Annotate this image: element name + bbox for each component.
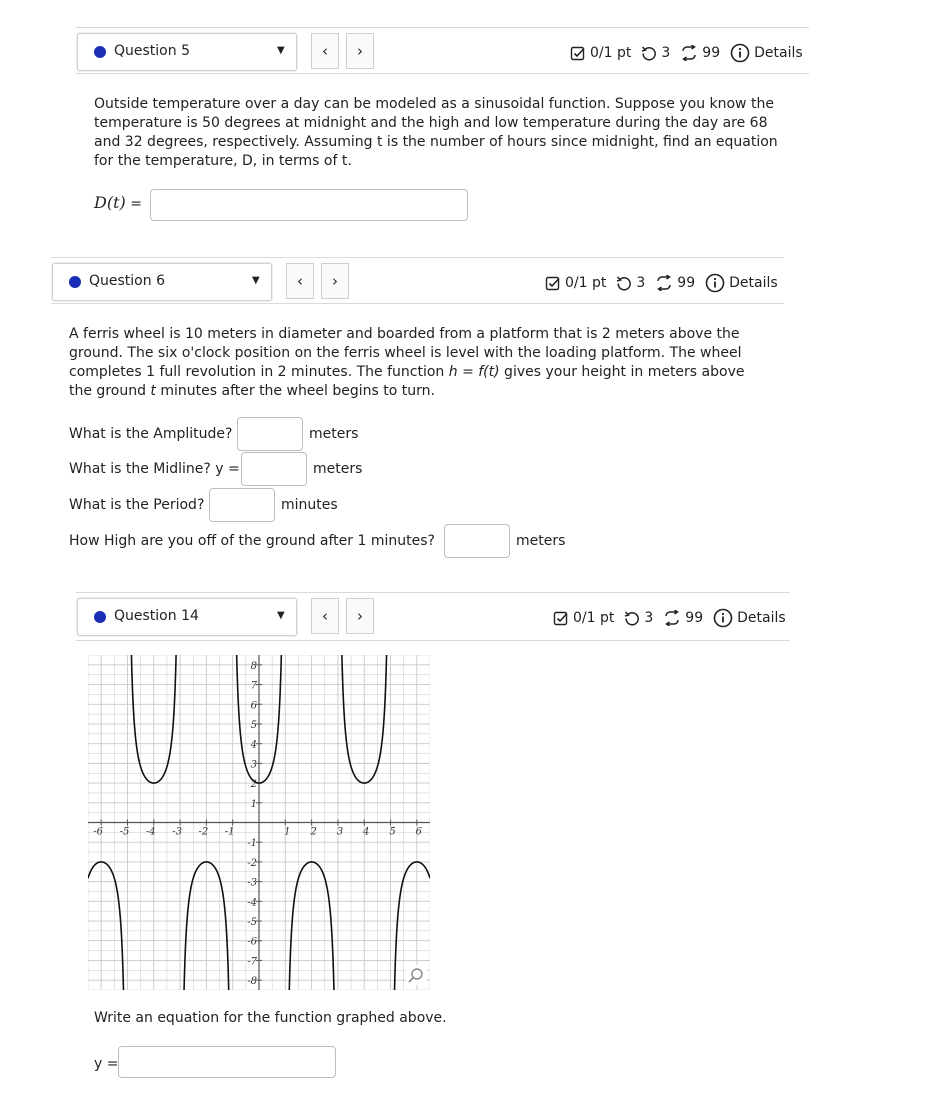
details-link[interactable]: Details bbox=[729, 275, 778, 291]
chevron-down-icon: ▼ bbox=[277, 610, 285, 621]
prev-question-button[interactable]: ‹ bbox=[311, 33, 339, 69]
retry-icon bbox=[641, 45, 657, 61]
amplitude-unit: meters bbox=[309, 426, 359, 442]
score-text: 0/1 pt bbox=[565, 275, 607, 291]
y-tick-label: 1 bbox=[250, 798, 257, 810]
y-tick-label: -4 bbox=[247, 897, 257, 909]
y-tick-label: -1 bbox=[247, 838, 257, 850]
retries-count: 3 bbox=[636, 275, 646, 291]
question-6-selector[interactable] bbox=[52, 263, 272, 301]
x-tick-label: -3 bbox=[172, 826, 182, 838]
y-tick-label: -6 bbox=[247, 936, 257, 948]
question-label: Question 5 bbox=[114, 43, 190, 59]
x-tick-label: 4 bbox=[363, 826, 370, 838]
axes bbox=[88, 655, 430, 990]
question-meta bbox=[553, 608, 786, 628]
period-unit: minutes bbox=[281, 497, 338, 513]
y-tick-label: 5 bbox=[250, 719, 257, 731]
y-tick-label: -2 bbox=[247, 857, 257, 869]
y-tick-label: 8 bbox=[250, 660, 257, 672]
prev-question-button[interactable]: ‹ bbox=[286, 263, 314, 299]
x-tick-label: -1 bbox=[224, 826, 235, 838]
question-5-selector[interactable] bbox=[77, 33, 297, 71]
height-input[interactable] bbox=[444, 524, 510, 558]
d-of-t-input[interactable] bbox=[150, 189, 468, 221]
attempts-count: 99 bbox=[677, 275, 696, 291]
status-dot bbox=[94, 46, 106, 58]
y-tick-label: 7 bbox=[250, 680, 257, 692]
y-tick-label: -5 bbox=[247, 917, 257, 929]
question-14-prompt: Write an equation for the function graphed above. bbox=[94, 1010, 447, 1026]
question-meta bbox=[545, 273, 778, 293]
checkbox-icon bbox=[553, 610, 569, 626]
next-question-button[interactable]: › bbox=[346, 598, 374, 634]
checkbox-icon bbox=[545, 275, 561, 291]
details-link[interactable]: Details bbox=[737, 610, 786, 626]
info-icon[interactable] bbox=[713, 608, 733, 628]
y-tick-label: 3 bbox=[250, 759, 257, 771]
attempts-count: 99 bbox=[702, 45, 721, 61]
question-label: Question 6 bbox=[89, 273, 165, 289]
x-tick-label: -4 bbox=[145, 826, 156, 838]
retry-icon bbox=[616, 275, 632, 291]
y-tick-label: 6 bbox=[250, 700, 257, 712]
amplitude-input[interactable] bbox=[237, 417, 303, 451]
period-input[interactable] bbox=[209, 488, 275, 522]
checkbox-icon bbox=[570, 45, 586, 61]
x-tick-label: -5 bbox=[119, 826, 130, 838]
curve-branch bbox=[88, 862, 124, 990]
amplitude-label: What is the Amplitude? bbox=[69, 426, 233, 442]
status-dot bbox=[94, 611, 106, 623]
question-label: Question 14 bbox=[114, 608, 199, 624]
question-meta bbox=[570, 43, 803, 63]
y-tick-label: -8 bbox=[247, 976, 257, 988]
midline-label: What is the Midline? y = bbox=[69, 461, 240, 477]
chevron-down-icon: ▼ bbox=[277, 45, 285, 56]
info-icon[interactable] bbox=[705, 273, 725, 293]
x-tick-label: 3 bbox=[336, 826, 344, 838]
x-tick-label: 2 bbox=[310, 826, 317, 838]
retries-count: 3 bbox=[661, 45, 671, 61]
period-label: What is the Period? bbox=[69, 497, 205, 513]
question-14-selector[interactable] bbox=[77, 598, 297, 636]
x-tick-label: 5 bbox=[389, 826, 396, 838]
attempts-count: 99 bbox=[685, 610, 704, 626]
answer-label: D(t) = bbox=[94, 193, 142, 212]
next-question-button[interactable]: › bbox=[346, 33, 374, 69]
y-tick-label: -7 bbox=[247, 956, 257, 968]
answer-label: y = bbox=[94, 1056, 119, 1072]
midline-input[interactable] bbox=[241, 452, 307, 486]
next-question-button[interactable]: › bbox=[321, 263, 349, 299]
tick-labels bbox=[93, 661, 422, 987]
question-5-text: Outside temperature over a day can be modeled as a sinusoidal function. Suppose you know the temperature is 50 degrees at midnight and the high and low temperature during the day are 68 and 32 degrees, respectively. Assuming t is the number of hours since midnight, find an equation for the temperature, D, in terms of t. bbox=[94, 96, 778, 169]
zoom-icon[interactable] bbox=[406, 965, 426, 985]
attempts-icon bbox=[680, 45, 698, 61]
score-text: 0/1 pt bbox=[573, 610, 615, 626]
attempts-icon bbox=[655, 275, 673, 291]
function-graph bbox=[88, 655, 430, 990]
score-text: 0/1 pt bbox=[590, 45, 632, 61]
height-unit: meters bbox=[516, 533, 566, 549]
retry-icon bbox=[624, 610, 640, 626]
y-tick-label: 4 bbox=[250, 739, 257, 751]
prev-question-button[interactable]: ‹ bbox=[311, 598, 339, 634]
x-tick-label: -6 bbox=[93, 826, 104, 838]
status-dot bbox=[69, 276, 81, 288]
midline-unit: meters bbox=[313, 461, 363, 477]
x-tick-label: 1 bbox=[284, 826, 291, 838]
attempts-icon bbox=[663, 610, 681, 626]
y-tick-label: 2 bbox=[250, 779, 257, 791]
y-equals-input[interactable] bbox=[118, 1046, 336, 1078]
x-tick-label: -2 bbox=[198, 826, 209, 838]
retries-count: 3 bbox=[644, 610, 654, 626]
chevron-down-icon: ▼ bbox=[252, 275, 260, 286]
height-label: How High are you off of the ground after 1 minutes? bbox=[69, 533, 435, 549]
info-icon[interactable] bbox=[730, 43, 750, 63]
x-tick-label: 6 bbox=[415, 826, 423, 838]
question-6-text: A ferris wheel is 10 meters in diameter and boarded from a platform that is 2 meters above the ground. The six o'clock position on the ferris wheel is level with the loading platform. The wheel completes 1 full revolution in 2 minutes. The function h = f(t) gives your height in meters above the ground t minutes after the wheel begins to turn. bbox=[69, 326, 745, 399]
details-link[interactable]: Details bbox=[754, 45, 803, 61]
y-tick-label: -3 bbox=[247, 877, 257, 889]
